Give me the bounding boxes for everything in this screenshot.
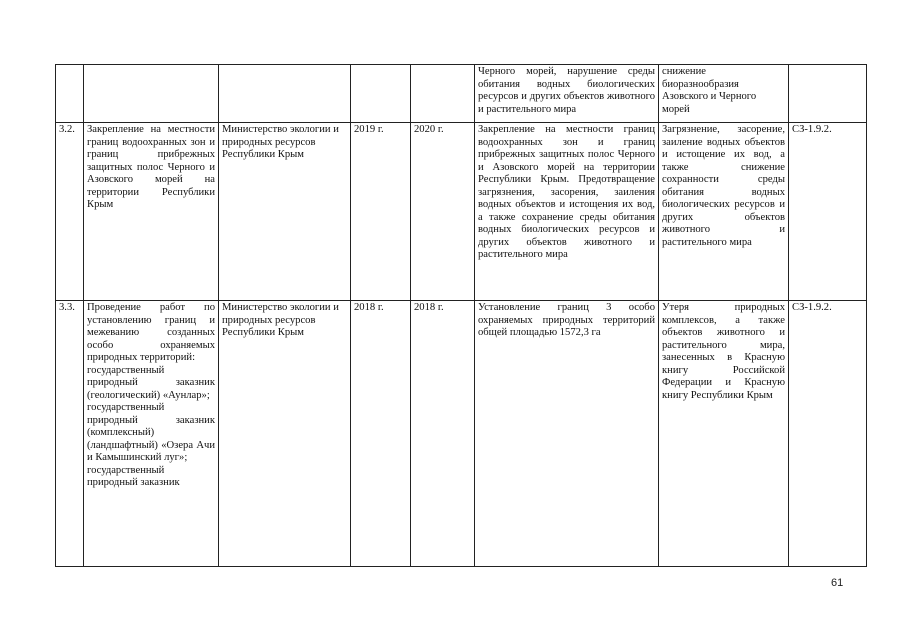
measures-table xyxy=(55,64,867,567)
cell-num: 3.3. xyxy=(56,301,84,567)
cell-result: Закрепление на местности границ водоохранных зон и границ прибрежных защитных полос Черного и Азовского морей на территории Республики Крым. Предотвращение загрязнения, засорения, заиления водных объектов и истощения их вод, а также сохранение среды обитания водных биологических ресурсов и других объектов животного и растительного мира xyxy=(475,123,659,301)
cell-num: 3.2. xyxy=(56,123,84,301)
cell-action xyxy=(84,65,219,123)
page-number: 61 xyxy=(831,577,844,589)
cell-result: Установление границ 3 особо охраняемых природных территорий общей площадью 1572,3 га xyxy=(475,301,659,567)
cell-executor xyxy=(219,65,351,123)
cell-consequences: Утеря природных комплексов, а также объектов животного и растительного мира, занесенных в Красную книгу Российской Федерации и Красную книгу Республики Крым xyxy=(659,301,789,567)
cell-end: 2020 г. xyxy=(411,123,475,301)
table-row xyxy=(56,301,867,567)
table-row xyxy=(56,123,867,301)
cell-consequences: снижение биоразнообразия Азовского и Черного морей xyxy=(659,65,789,123)
cell-action: Закрепление на местности границ водоохранных зон и границ прибрежных защитных полос Черного и Азовского морей на территории Республики Крым xyxy=(84,123,219,301)
cell-start: 2019 г. xyxy=(351,123,411,301)
cell-executor: Министерство экологии и природных ресурсов Республики Крым xyxy=(219,123,351,301)
cell-num xyxy=(56,65,84,123)
cell-code: СЗ-1.9.2. xyxy=(789,301,867,567)
cell-consequences: Загрязнение, засорение, заиление водных объектов и истощение их вод, а также снижение сохранности среды обитания водных биологических ресурсов и других объектов животного и растительного мира xyxy=(659,123,789,301)
cell-executor: Министерство экологии и природных ресурсов Республики Крым xyxy=(219,301,351,567)
cell-action: Проведение работ по установлению границ и межеванию созданных особо охраняемых природных территорий: государственный природный заказник (геологический) «Аунлар»; государственный природный заказник (комплексный) (ландшафтный) «Озера Ачи и Камышинский луг»; государственный природный заказник xyxy=(84,301,219,567)
cell-end: 2018 г. xyxy=(411,301,475,567)
cell-result: Черного морей, нарушение среды обитания водных биологических ресурсов и других объектов животного и растительного мира xyxy=(475,65,659,123)
table-row xyxy=(56,65,867,123)
cell-code: СЗ-1.9.2. xyxy=(789,123,867,301)
cell-code xyxy=(789,65,867,123)
cell-start: 2018 г. xyxy=(351,301,411,567)
cell-end xyxy=(411,65,475,123)
cell-start xyxy=(351,65,411,123)
